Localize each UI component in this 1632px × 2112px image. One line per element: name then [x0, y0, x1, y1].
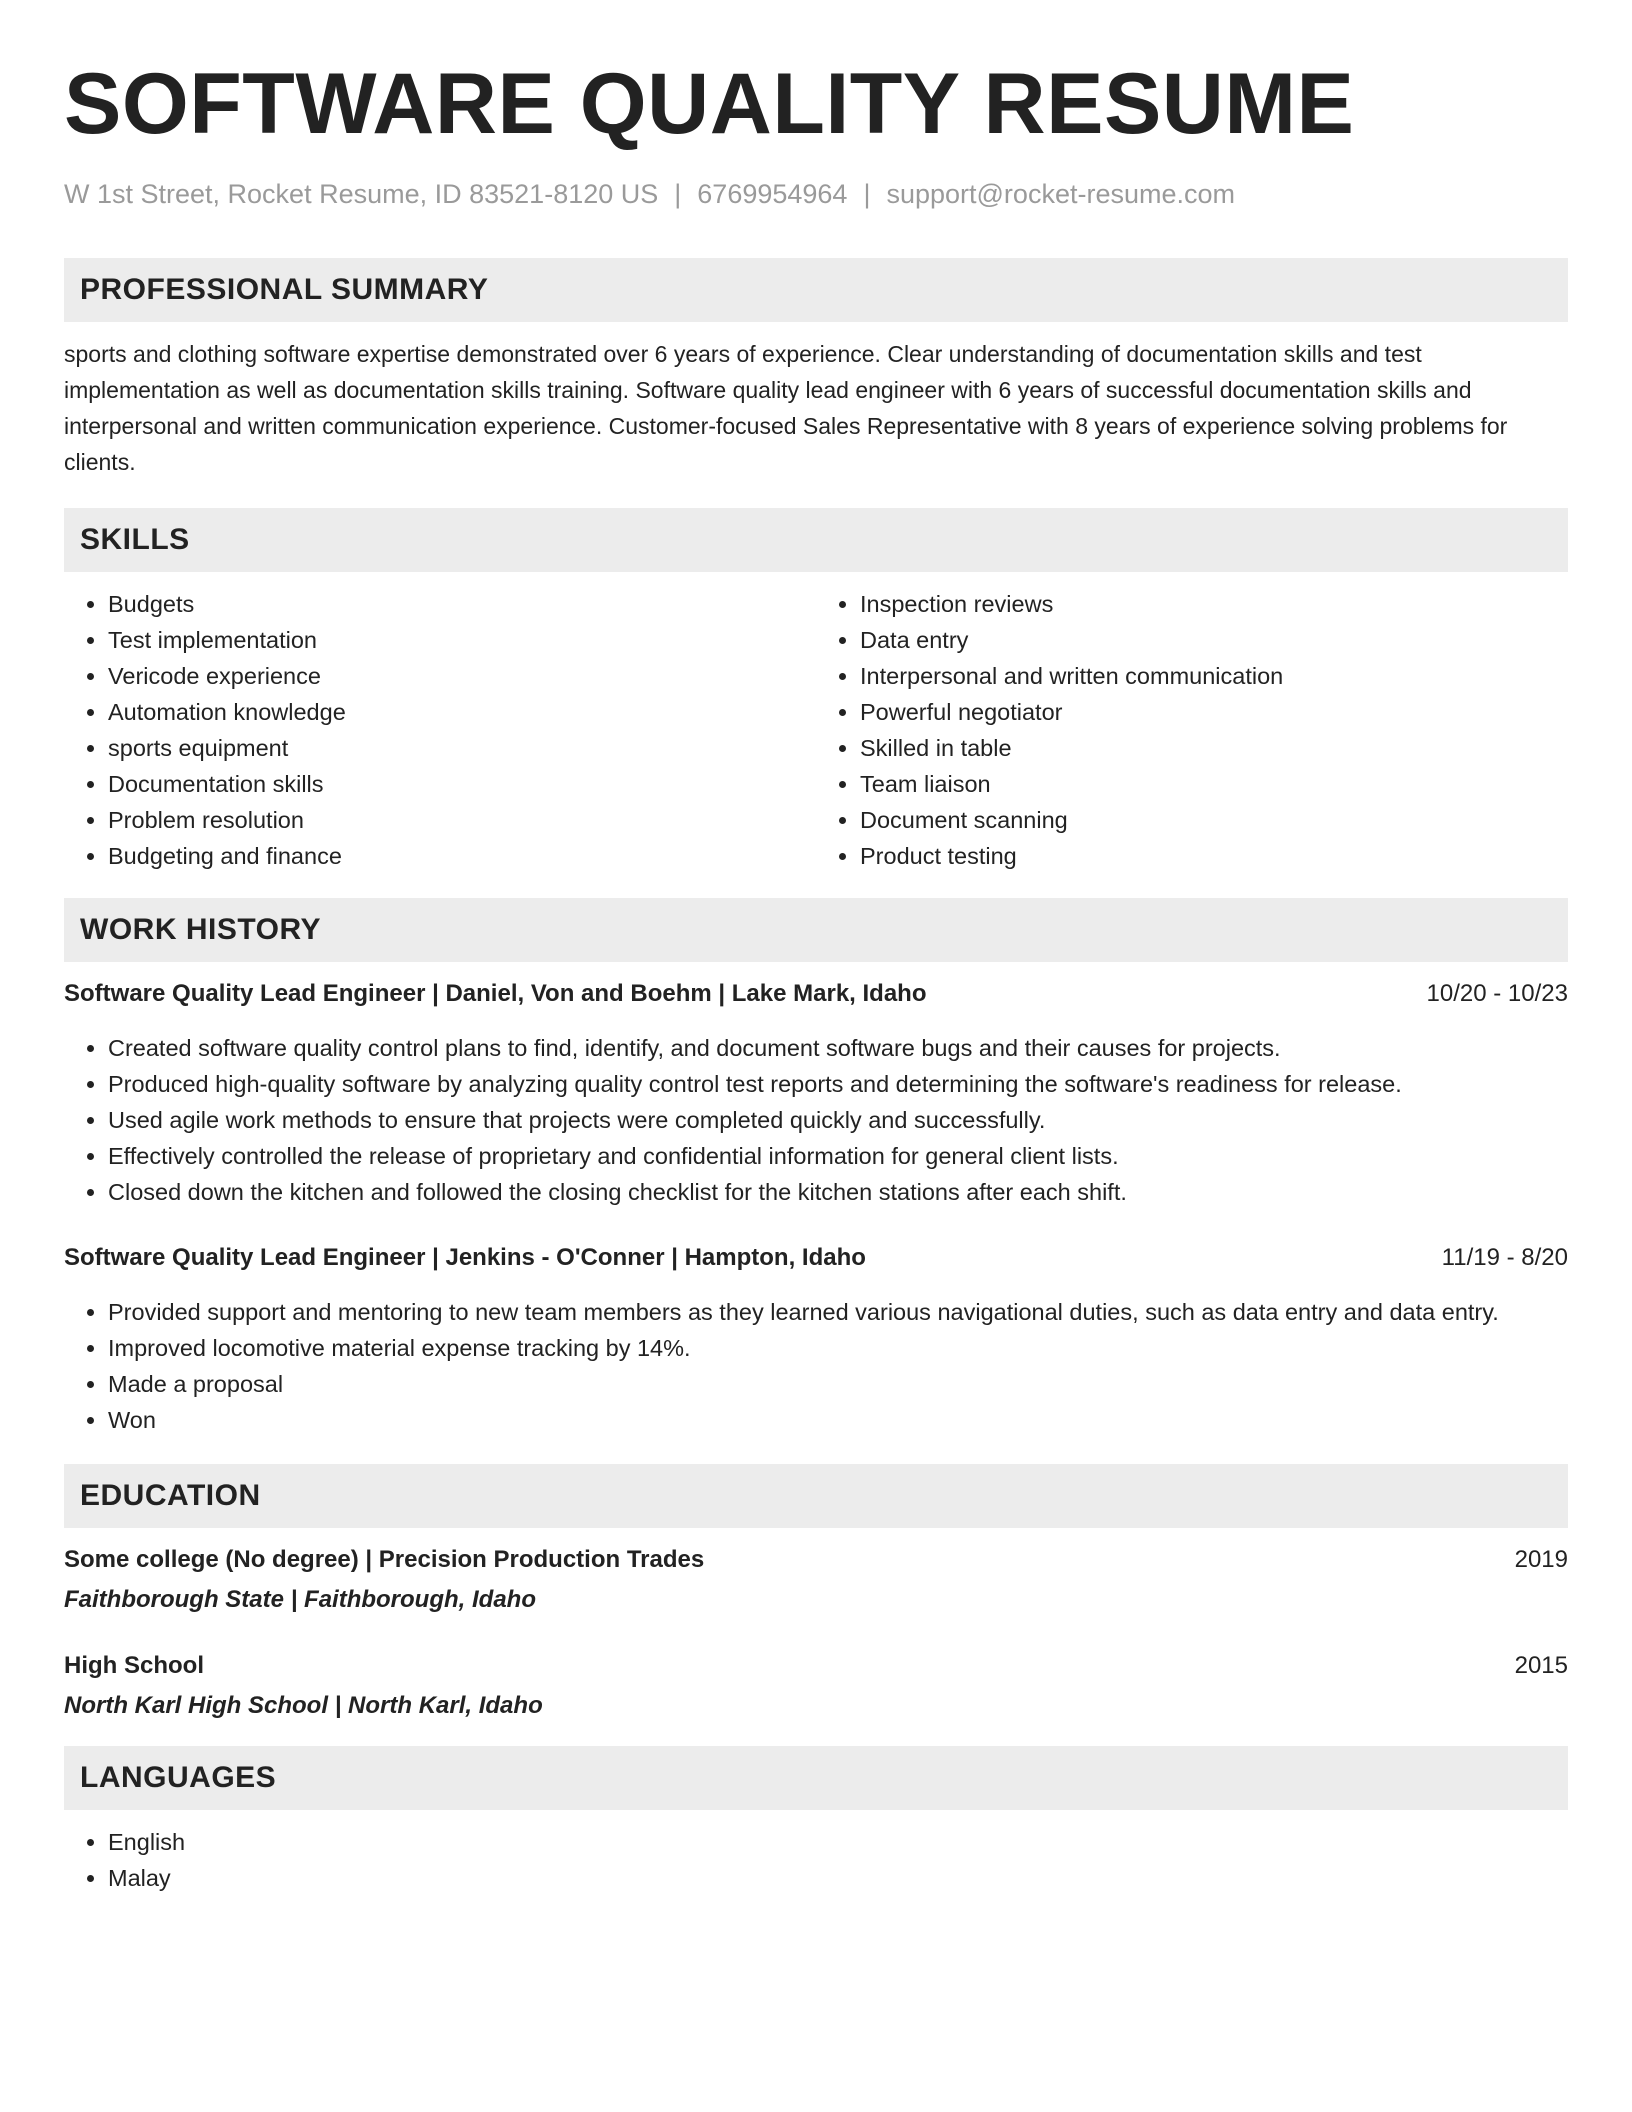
education-year: 2015: [1514, 1652, 1568, 1679]
skill-item: • Powerful negotiator: [860, 694, 1568, 730]
education-header: [64, 1542, 1568, 1578]
contact-address: W 1st Street, Rocket Resume, ID 83521-8120 US: [64, 179, 659, 209]
language-item: • English: [108, 1824, 1568, 1860]
job-duty: • Improved locomotive material expense tracking by 14%.: [108, 1330, 1568, 1366]
skill-item: • Documentation skills: [108, 766, 816, 802]
skill-item: • Vericode experience: [108, 658, 816, 694]
job-entry: [64, 1240, 1568, 1438]
job-header: [64, 1240, 1568, 1276]
job-duty: • Provided support and mentoring to new team members as they learned various navigational duties, such as data entry and data entry.: [108, 1294, 1568, 1330]
job-duty: • Made a proposal: [108, 1366, 1568, 1402]
skill-item: • sports equipment: [108, 730, 816, 766]
job-duty: • Effectively controlled the release of proprietary and confidential information for general client lists.: [108, 1138, 1568, 1174]
contact-line: [64, 176, 1568, 212]
skill-item: • Data entry: [860, 622, 1568, 658]
job-duty: • Used agile work methods to ensure that projects were completed quickly and successfully.: [108, 1102, 1568, 1138]
job-duties: [64, 1030, 1568, 1210]
education-title: Some college (No degree) | Precision Production Trades: [64, 1546, 705, 1573]
education-title: High School: [64, 1652, 204, 1679]
skills-list: [64, 586, 1568, 874]
job-duty: • Produced high-quality software by analyzing quality control test reports and determining the software's readiness for release.: [108, 1066, 1568, 1102]
education-school: North Karl High School | North Karl, Idaho: [64, 1692, 543, 1719]
job-duty: • Created software quality control plans to find, identify, and document software bugs and their causes for projects.: [108, 1030, 1568, 1066]
skill-item: • Inspection reviews: [860, 586, 1568, 622]
job-header: [64, 976, 1568, 1012]
job-duty: • Won: [108, 1402, 1568, 1438]
resume-title: SOFTWARE QUALITY RESUME: [64, 56, 1355, 152]
skill-item: • Budgeting and finance: [108, 838, 816, 874]
contact-separator: |: [674, 179, 682, 209]
skill-item: • Interpersonal and written communication: [860, 658, 1568, 694]
work-history-heading: WORK HISTORY: [64, 898, 1568, 962]
skills-heading: SKILLS: [64, 508, 1568, 572]
job-entry: [64, 976, 1568, 1210]
contact-separator: |: [863, 179, 871, 209]
skill-item: • Skilled in table: [860, 730, 1568, 766]
education-header: [64, 1648, 1568, 1684]
skill-item: • Budgets: [108, 586, 816, 622]
contact-phone: 6769954964: [697, 179, 848, 209]
summary-heading: PROFESSIONAL SUMMARY: [64, 258, 1568, 322]
education-school: Faithborough State | Faithborough, Idaho: [64, 1586, 536, 1613]
job-title: Software Quality Lead Engineer | Daniel, Von and Boehm | Lake Mark, Idaho: [64, 980, 927, 1007]
language-item: • Malay: [108, 1860, 1568, 1896]
summary-text: sports and clothing software expertise demonstrated over 6 years of experience. Clear understanding of documentation skills and test implementation as well as documentation skills training. Software quality lead engineer with 6 years of successful documentation skills and interpersonal and written communication experience. Customer-focused Sales Representative with 8 years of experience solving problems for clients.: [64, 341, 1508, 475]
education-year: 2019: [1514, 1546, 1568, 1573]
education-entry: [64, 1542, 1568, 1618]
skill-item: • Document scanning: [860, 802, 1568, 838]
languages-heading: LANGUAGES: [64, 1746, 1568, 1810]
job-dates: 10/20 - 10/23: [1426, 980, 1568, 1007]
job-title: Software Quality Lead Engineer | Jenkins - O'Conner | Hampton, Idaho: [64, 1244, 866, 1271]
skill-item: • Automation knowledge: [108, 694, 816, 730]
skills-column-right: [816, 586, 1568, 874]
skill-item: • Product testing: [860, 838, 1568, 874]
skill-item: • Test implementation: [108, 622, 816, 658]
skill-item: • Team liaison: [860, 766, 1568, 802]
job-duties: [64, 1294, 1568, 1438]
contact-email: support@rocket-resume.com: [886, 179, 1235, 209]
skills-column-left: [64, 586, 816, 874]
skill-item: • Problem resolution: [108, 802, 816, 838]
job-duty: • Closed down the kitchen and followed the closing checklist for the kitchen stations after each shift.: [108, 1174, 1568, 1210]
education-heading: EDUCATION: [64, 1464, 1568, 1528]
job-dates: 11/19 - 8/20: [1441, 1244, 1568, 1271]
languages-list: [64, 1824, 1568, 1896]
education-entry: [64, 1648, 1568, 1724]
